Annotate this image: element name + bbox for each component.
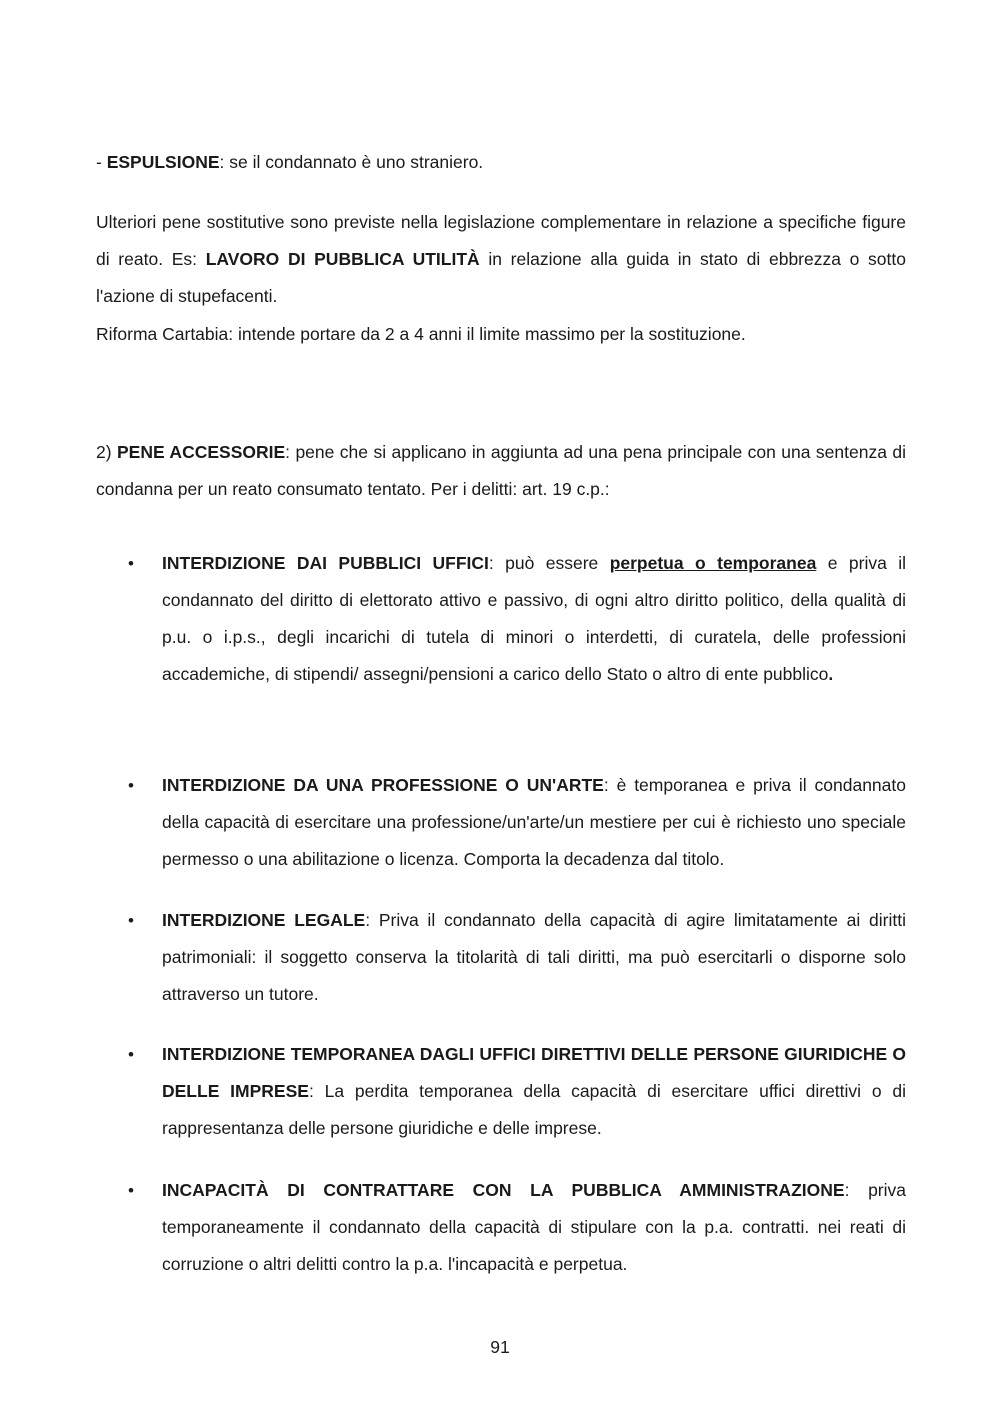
- paragraph-ulteriori: [96, 204, 906, 315]
- paragraph-pene-accessorie: [96, 434, 906, 508]
- list-item-term: INTERDIZIONE DA UNA PROFESSIONE O UN'ARTE: [162, 775, 604, 795]
- list-item-interdizione-pubblici-uffici: [128, 545, 907, 693]
- list-item-term: INTERDIZIONE TEMPORANEA DAGLI UFFICI DIRETTIVI DELLE PERSONE GIURIDICHE O DELLE IMPRESE: [162, 1044, 906, 1101]
- list-item-end: .: [828, 664, 834, 684]
- list-item-text: : Priva il condannato della capacità di agire limitatamente ai diritti patrimoniali: il soggetto conserva la titolarità di tali diritti, ma può esercitarli o disporne solo attraverso un tutore.: [162, 910, 906, 1004]
- list-item-interdizione-uffici-direttivi: [128, 1036, 906, 1147]
- paragraph-text: in relazione alla guida in stato di ebbrezza o sotto l'azione di stupefacenti.: [96, 249, 907, 306]
- list-item-text: : è temporanea e priva il condannato della capacità di esercitare una professione/un'arte/un mestiere per cui è richiesto uno speciale permesso o una abilitazione o licenza. Comporta la decadenza dal titolo.: [162, 775, 906, 869]
- list-item-interdizione-legale: [128, 902, 906, 1013]
- paragraph-text: Ulteriori pene sostitutive sono previste nella legislazione complementare in relazione a specifiche figure di reato. Es:: [96, 212, 906, 269]
- list-item-text: e priva il condannato del diritto di elettorato attivo e passivo, di ogni altro diritto politico, della qualità di p.u. o i.p.s., degli incarichi di tutela di minori o interdetti, di curatela, delle professioni accademiche, di stipendi/ assegni/pensioni a carico dello Stato o altro di ente pubblico: [162, 553, 907, 684]
- bullet-icon: •: [128, 554, 134, 573]
- list-item-text: : può essere: [488, 553, 610, 573]
- paragraph-espulsione: [96, 150, 906, 174]
- term-lavoro-pubblica-utilita: LAVORO DI PUBBLICA UTILITÀ: [205, 249, 480, 269]
- page-number: 91: [490, 1337, 510, 1357]
- list-item-term: INTERDIZIONE LEGALE: [162, 910, 366, 930]
- bullet-icon: •: [128, 1045, 134, 1064]
- list-item-text: : La perdita temporanea della capacità di esercitare uffici direttivi o di rappresentanza delle persone giuridiche e delle imprese.: [162, 1081, 906, 1138]
- list-item-text: : priva temporaneamente il condannato della capacità di stipulare con la p.a. contratti. nei reati di corruzione o altri delitti contro la p.a. l'incapacità e perpetua.: [162, 1180, 907, 1274]
- underlined-emphasis: perpetua o temporanea: [609, 553, 817, 573]
- bullet-icon: •: [128, 776, 134, 795]
- list-item-interdizione-professione: [128, 767, 906, 878]
- bullet-icon: •: [128, 1181, 134, 1200]
- bullet-icon: •: [128, 911, 134, 930]
- paragraph-riforma-cartabia: [96, 322, 906, 346]
- paragraph-text: Riforma Cartabia: intende portare da 2 a 4 anni il limite massimo per la sostituzione.: [96, 324, 746, 344]
- list-item-term: INCAPACITÀ DI CONTRATTARE CON LA PUBBLICA AMMINISTRAZIONE: [162, 1180, 845, 1200]
- paragraph-text: : se il condannato è uno straniero.: [219, 152, 484, 172]
- term-espulsione: ESPULSIONE: [106, 152, 220, 172]
- term-pene-accessorie: PENE ACCESSORIE: [117, 442, 286, 462]
- paragraph-prefix: -: [96, 152, 107, 172]
- list-item-term: INTERDIZIONE DAI PUBBLICI UFFICI: [162, 553, 489, 573]
- paragraph-prefix: 2): [96, 442, 117, 462]
- list-item-incapacita-contrattare: [128, 1172, 907, 1283]
- paragraph-text: : pene che si applicano in aggiunta ad una pena principale con una sentenza di condanna per un reato consumato tentato. Per i delitti: art. 19 c.p.:: [96, 442, 906, 499]
